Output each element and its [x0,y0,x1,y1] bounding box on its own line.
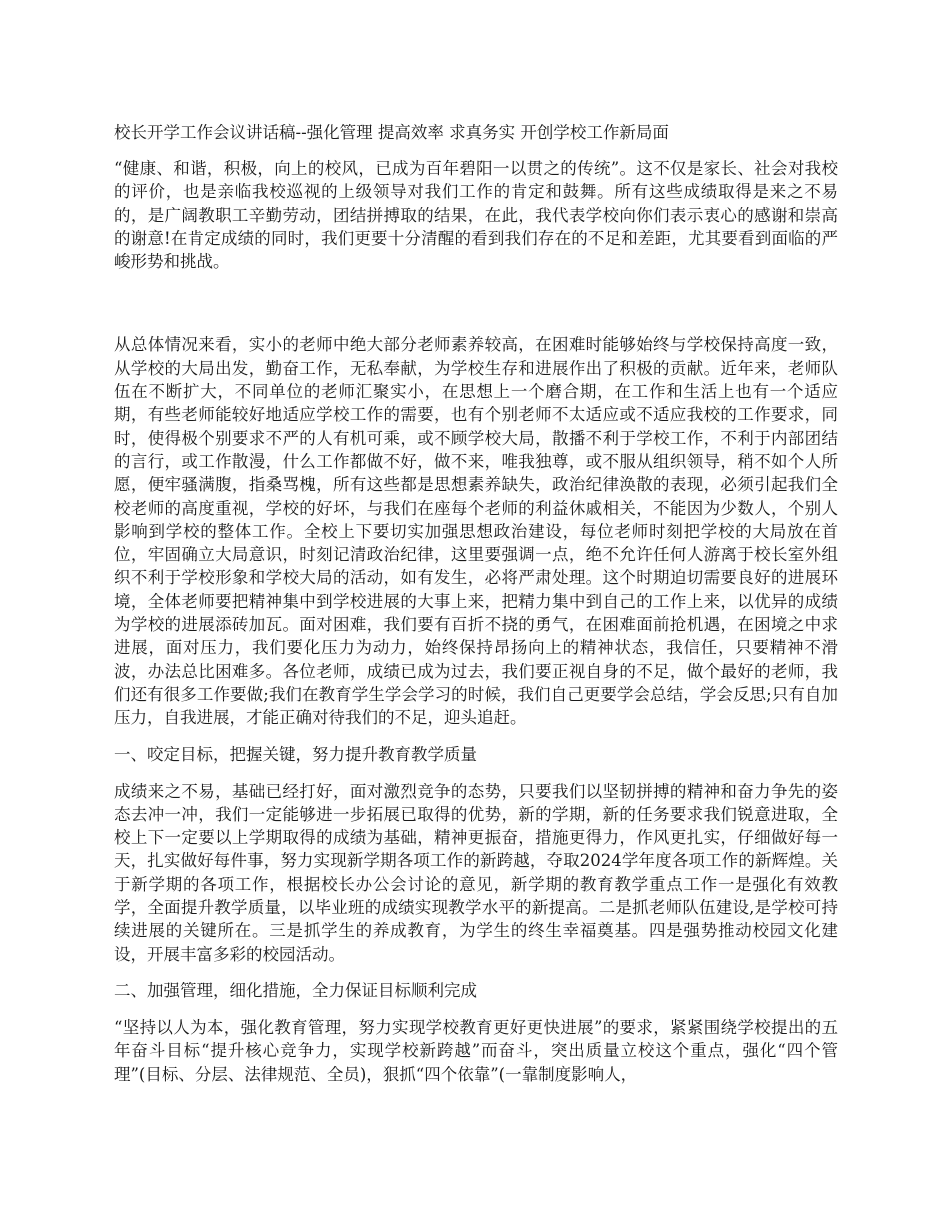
paragraph-overall-situation: 从总体情况来看，实小的老师中绝大部分老师素养较高，在困难时能够始终与学校保持高度一致，从学校的大局出发，勤奋工作，无私奉献，为学校生存和进展作出了积极的贡献。近年来，老师队伍在不断扩大，不同单位的老师汇聚实小，在思想上一个磨合期，在工作和生活上也有一个适应期，有些老师能较好地适应学校工作的需要，也有个别老师不太适应或不适应我校的工作要求，同时，使得极个别要求不严的人有机可乘，或不顾学校大局，散播不利于学校工作，不利于内部团结的言行，或工作散漫，什么工作都做不好，做不来，唯我独尊，或不服从组织领导，稍不如个人所愿，便牢骚满腹，指桑骂槐，所有这些都是思想素养缺失，政治纪律涣散的表现，必须引起我们全校老师的高度重视，学校的好坏，与我们在座每个老师的利益休戚相关，不能因为少数人，个别人影响到学校的整体工作。全校上下要切实加强思想政治建设，每位老师时刻把学校的大局放在首位，牢固确立大局意识，时刻记清政治纪律，这里要强调一点，绝不允许任何人游离于校长室外组织不利于学校形象和学校大局的活动，如有发生，必将严肃处理。这个时期迫切需要良好的进展环境，全体老师要把精神集中到学校进展的大事上来，把精力集中到自己的工作上来，以优异的成绩为学校的进展添砖加瓦。面对困难，我们要有百折不挠的勇气，在困难面前抢机遇，在困境之中求进展，面对压力，我们要化压力为动力，始终保持昂扬向上的精神状态，我信任，只要精神不滑波，办法总比困难多。各位老师，成绩已成为过去，我们要正视自身的不足，做个最好的老师，我们还有很多工作要做;我们在教育学生学会学习的时候，我们自己更要学会总结，学会反思;只有自加压力，自我进展，才能正确对待我们的不足，迎头追赶。 [114,335,838,728]
section-heading-two: 二、加强管理，细化措施，全力保证目标顺利完成 [114,980,477,1000]
document-title: 校长开学工作会议讲话稿--强化管理 提高效率 求真务实 开创学校工作新局面 [114,123,669,142]
paragraph-section-one: 成绩来之不易，基础已经打好，面对激烈竞争的态势，只要我们以坚韧拼搏的精神和奋力争先的姿态去冲一冲，我们一定能够进一步拓展已取得的优势，新的学期，新的任务要求我们锐意进取，全校上下一定要以上学期取得的成绩为基础，精神更振奋，措施更得力，作风更扎实，仔细做好每一天，扎实做好每件事，努力实现新学期各项工作的新跨越，夺取2024学年度各项工作的新辉煌。关于新学期的各项工作，根据校长办公会讨论的意见，新学期的教育教学重点工作一是强化有效教学，全面提升教学质量，以毕业班的成绩实现教学水平的新提高。二是抓老师队伍建设,是学校可持续进展的关键所在。三是抓学生的养成教育，为学生的终生幸福奠基。四是强势推动校园文化建设，开展丰富多彩的校园活动。 [114,781,838,964]
document-page [114,122,838,1086]
paragraph-intro: “健康、和谐，积极，向上的校风，已成为百年碧阳一以贯之的传统”。这不仅是家长、社会对我校的评价，也是亲临我校巡视的上级领导对我们工作的肯定和鼓舞。所有这些成绩取得是来之不易的，是广阔教职工辛勤劳动，团结拼搏取的结果，在此，我代表学校向你们表示衷心的感谢和崇高的谢意!在肯定成绩的同时，我们更要十分清醒的看到我们存在的不足和差距，尤其要看到面临的严峻形势和挑战。 [114,159,838,272]
paragraph-section-two: “坚持以人为本，强化教育管理，努力实现学校教育更好更快进展”的要求，紧紧围绕学校提出的五年奋斗目标“提升核心竞争力，实现学校新跨越”而奋斗，突出质量立校这个重点，强化“四个管理”(目标、分层、法律规范、全员)，狠抓“四个依靠”(一靠制度影响人， [114,1017,838,1084]
section-heading-one: 一、咬定目标，把握关键，努力提升教育教学质量 [114,744,477,764]
